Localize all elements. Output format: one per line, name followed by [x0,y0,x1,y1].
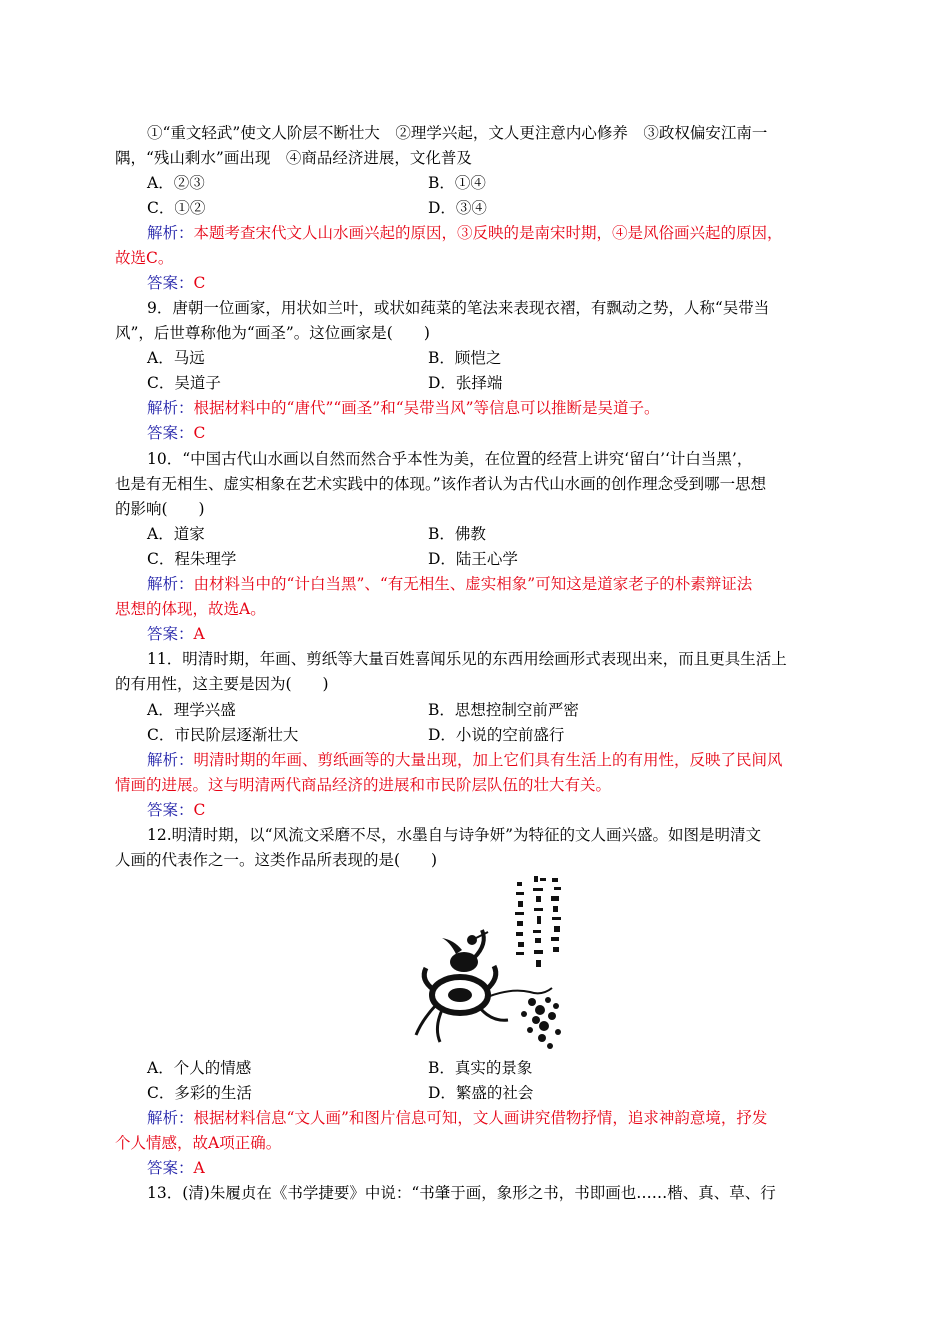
q8-analysis-line2: 故选C。 [115,249,174,267]
q10-analysis-line1 [147,572,872,597]
q12-options-row2 [115,1081,840,1106]
q9-answer-value: C [193,424,206,442]
q10-stem-line3: 的影响( ) [115,500,205,518]
q9-analysis-line1 [147,396,872,421]
q11-option-d: D．小说的空前盛行 [428,726,565,744]
q8-option-d: D．③④ [428,199,487,217]
answer-label: 答案： [147,424,194,442]
q10-options-row1 [115,522,840,547]
q11-answer-value: C [193,801,206,819]
q12-answer [147,1156,872,1181]
q9-option-c: C．吴道子 [147,374,221,392]
q8-answer-value: C [193,274,206,292]
q8-options-row2 [115,196,840,221]
q8-stem-line2: 隅，“残山剩水”画出现 ④商品经济进展，文化普及 [115,149,472,167]
q10-stem-line1: 10．“中国古代山水画以自然而然合乎本性为美，在位置的经营上讲究‘留白’‘计白当黑’， [147,450,753,468]
q10-option-c: C．程朱理学 [147,550,237,568]
answer-label: 答案： [147,625,194,643]
analysis-label: 解析： [147,575,194,593]
q11-option-a: A．理学兴盛 [147,701,236,719]
q8-option-c: C．①② [147,199,206,217]
analysis-label: 解析： [147,751,194,769]
q10-option-b: B．佛教 [428,525,486,543]
q12-stem-line2: 人画的代表作之一。这类作品所表现的是( ) [115,851,438,869]
q8-analysis-text: 本题考查宋代文人山水画兴起的原因，③反映的是南宋时期，④是风俗画兴起的原因， [193,224,783,242]
q9-option-a: A．马远 [147,349,205,367]
q12-analysis-line2: 个人情感，故A项正确。 [115,1134,282,1152]
q9-options-row1 [115,346,840,371]
q10-analysis-text: 由材料当中的“计白当黑”、“有无相生、虚实相象”可知这是道家老子的朴素辩证法 [193,575,753,593]
q10-answer [147,622,872,647]
q10-option-a: A．道家 [147,525,205,543]
q9-stem-line2: 风”，后世尊称他为“画圣”。这位画家是( ) [115,324,430,342]
q12-analysis-line1 [147,1106,872,1131]
q8-option-a: A．②③ [147,174,205,192]
q12-stem-line1: 12.明清时期，以“风流文采磨不尽，水墨自与诗争妍”为特征的文人画兴盛。如图是明清文 [147,826,762,844]
q11-analysis-line2: 情画的进展。这与明清两代商品经济的进展和市民阶层队伍的壮大有关。 [115,776,612,794]
q11-stem-line2: 的有用性，这主要是因为( ) [115,675,329,693]
q12-option-c: C．多彩的生活 [147,1084,252,1102]
q9-options-row2 [115,371,840,396]
q9-answer [147,421,872,446]
answer-label: 答案： [147,801,194,819]
answer-label: 答案： [147,1159,194,1177]
q11-analysis-line1 [147,748,872,773]
q8-option-b: B．①④ [428,174,486,192]
q8-stem-line1: ①“重文轻武”使文人阶层不断壮大 ②理学兴起，文人更注意内心修养 ③政权偏安江南一 [147,124,768,142]
q8-analysis-line1 [147,221,872,246]
q11-options-row2 [115,723,840,748]
q9-option-b: B．顾恺之 [428,349,502,367]
q9-analysis-text: 根据材料中的“唐代”“画圣”和“吴带当风”等信息可以推断是吴道子。 [193,399,660,417]
q9-stem-line1: 9．唐朝一位画家，用状如兰叶，或状如莼菜的笔法来表现衣褶，有飘动之势，人称“吴带当 [147,299,770,317]
q11-stem-line1: 11．明清时期，年画、剪纸等大量百姓喜闻乐见的东西用绘画形式表现出来，而且更具生活上 [147,650,787,668]
q9-option-d: D．张择端 [428,374,503,392]
q10-answer-value: A [193,625,205,643]
q12-option-a: A．个人的情感 [147,1059,252,1077]
q8-options-row1 [115,171,840,196]
q12-option-d: D．繁盛的社会 [428,1084,534,1102]
q12-option-b: B．真实的景象 [428,1059,533,1077]
q10-options-row2 [115,547,840,572]
q11-answer [147,798,872,823]
q11-option-b: B．思想控制空前严密 [428,701,579,719]
answer-label: 答案： [147,274,194,292]
analysis-label: 解析： [147,399,194,417]
q10-stem-line2: 也是有无相生、虚实相象在艺术实践中的体现。”该作者认为古代山水画的创作理念受到哪一思想 [115,475,767,493]
q11-analysis-text: 明清时期的年画、剪纸画等的大量出现，加上它们具有生活上的有用性，反映了民间风 [193,751,783,769]
q8-answer [147,271,872,296]
q12-analysis-text: 根据材料信息“文人画”和图片信息可知，文人画讲究借物抒情，追求神韵意境，抒发 [193,1109,768,1127]
q10-option-d: D．陆王心学 [428,550,518,568]
q12-answer-value: A [193,1159,205,1177]
q11-option-c: C．市民阶层逐渐壮大 [147,726,299,744]
analysis-label: 解析： [147,1109,194,1127]
q13-stem-line1: 13．(清)朱履贞在《书学捷要》中说：“书肇于画，象形之书，书即画也……楷、真、草、行 [147,1184,776,1202]
ink-painting-crab-bird-icon [412,870,572,1052]
q12-options-row1 [115,1056,840,1081]
q11-options-row1 [115,698,840,723]
q10-analysis-line2: 思想的体现，故选A。 [115,600,266,618]
analysis-label: 解析： [147,224,194,242]
